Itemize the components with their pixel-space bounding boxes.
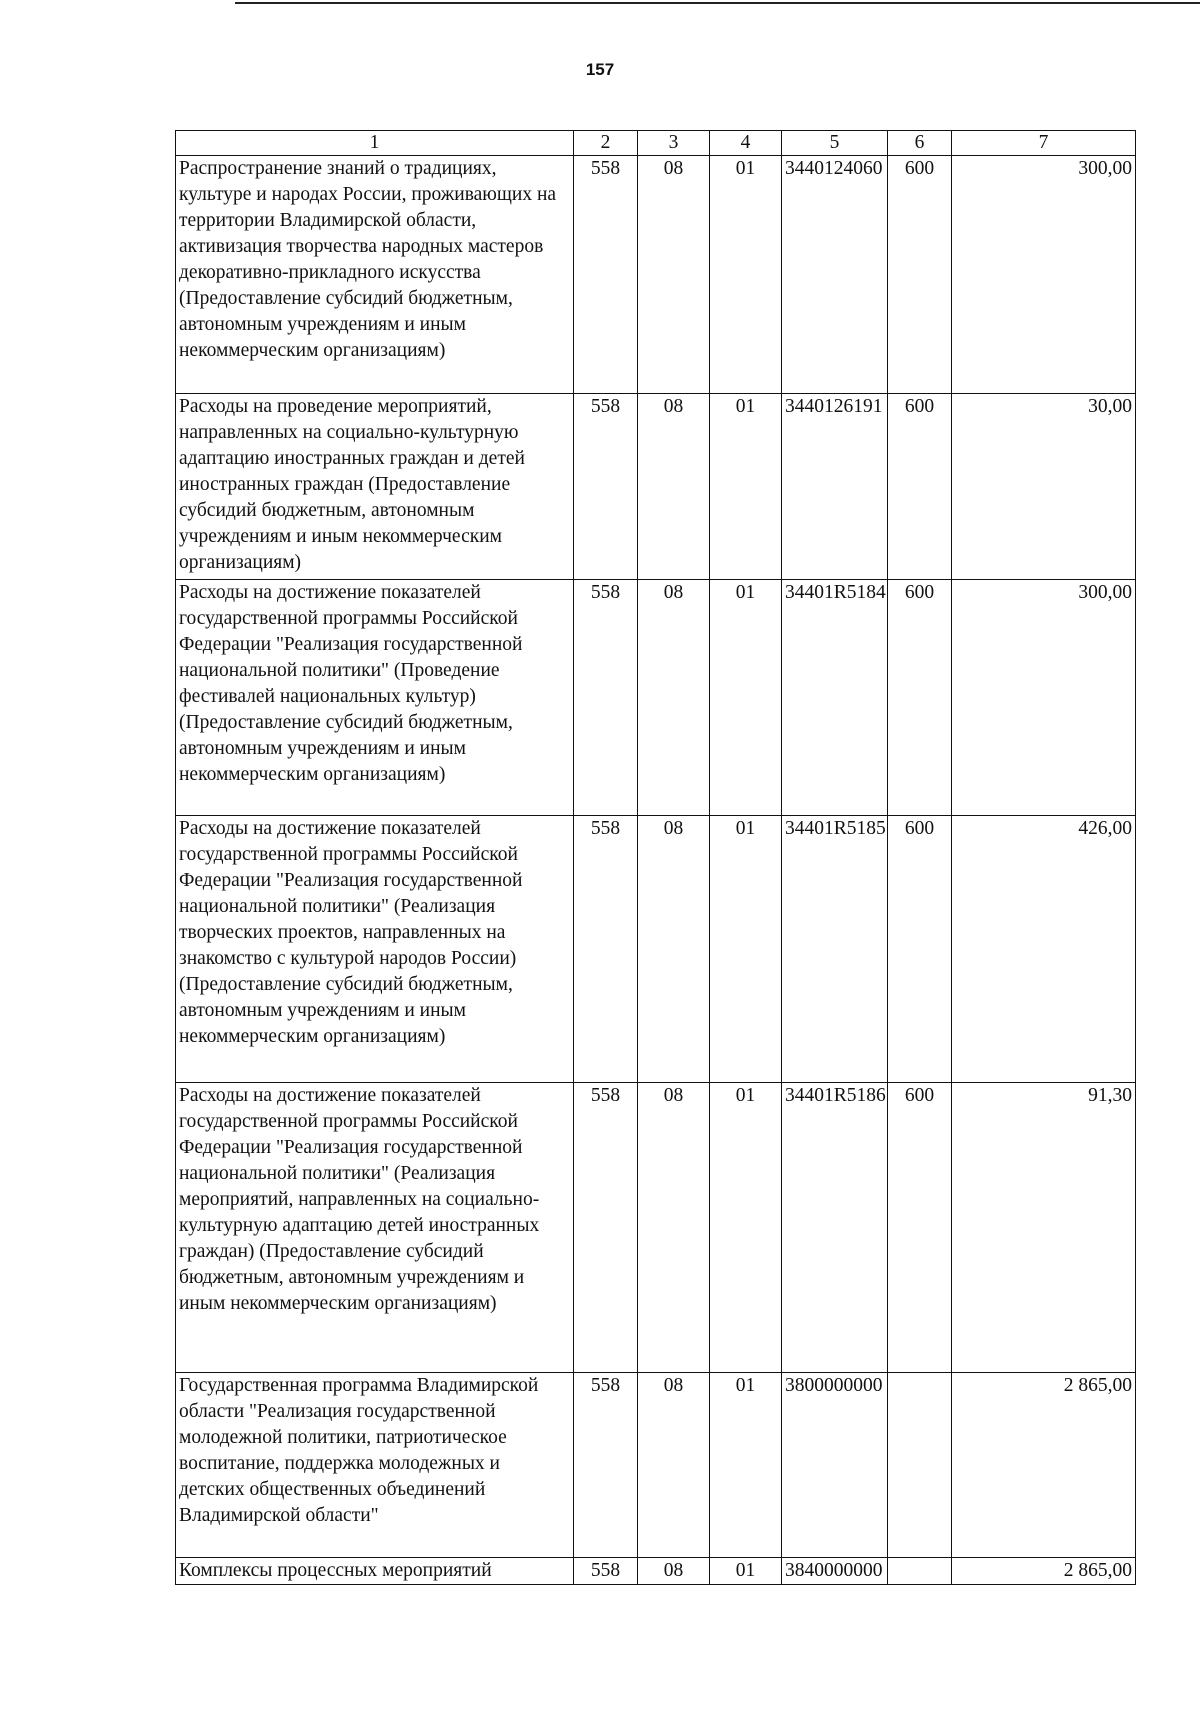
column-header-7: 7	[952, 131, 1136, 156]
row-description: Расходы на достижение показателей государственной программы Российской Федерации "Реализация государственной национальной политики" (Реализация мероприятий, направленных на социально-культурную адаптацию детей иностранных граждан) (Предоставление субсидий бюджетным, автономным учреждениям и иным некоммерческим организациям)	[176, 1083, 574, 1373]
table-row	[176, 1558, 1136, 1585]
row-col-7: 300,00	[952, 580, 1136, 816]
column-header-6: 6	[888, 131, 952, 156]
row-description: Расходы на достижение показателей государственной программы Российской Федерации "Реализация государственной национальной политики" (Проведение фестивалей национальных культур) (Предоставление субсидий бюджетным, автономным учреждениям и иным некоммерческим организациям)	[176, 580, 574, 816]
row-col-5: 3440124060	[782, 156, 888, 394]
row-col-4: 01	[710, 156, 782, 394]
row-col-3: 08	[638, 816, 710, 1083]
row-col-4: 01	[710, 580, 782, 816]
row-col-7: 30,00	[952, 394, 1136, 580]
header-row	[176, 131, 1136, 156]
row-col-3: 08	[638, 1083, 710, 1373]
row-col-6: 600	[888, 580, 952, 816]
column-header-1: 1	[176, 131, 574, 156]
row-col-3: 08	[638, 1373, 710, 1558]
column-header-5: 5	[782, 131, 888, 156]
table-row	[176, 394, 1136, 580]
column-header-3: 3	[638, 131, 710, 156]
row-col-7: 2 865,00	[952, 1373, 1136, 1558]
row-col-5: 3840000000	[782, 1558, 888, 1585]
row-col-6: 600	[888, 1083, 952, 1373]
row-description: Комплексы процессных мероприятий	[176, 1558, 574, 1585]
row-col-6	[888, 1558, 952, 1585]
row-col-3: 08	[638, 156, 710, 394]
column-header-2: 2	[574, 131, 638, 156]
table-row	[176, 156, 1136, 394]
row-col-5: 3800000000	[782, 1373, 888, 1558]
row-col-2: 558	[574, 816, 638, 1083]
row-col-2: 558	[574, 1083, 638, 1373]
row-col-5: 34401R5185	[782, 816, 888, 1083]
row-col-2: 558	[574, 156, 638, 394]
row-description: Расходы на проведение мероприятий, направленных на социально-культурную адаптацию иностранных граждан и детей иностранных граждан (Предоставление субсидий бюджетным, автономным учреждениям и иным некоммерческим организациям)	[176, 394, 574, 580]
budget-table	[175, 130, 1136, 1585]
row-col-6: 600	[888, 816, 952, 1083]
row-col-6	[888, 1373, 952, 1558]
row-col-5: 34401R5186	[782, 1083, 888, 1373]
row-col-4: 01	[710, 394, 782, 580]
row-description: Государственная программа Владимирской области "Реализация государственной молодежной политики, патриотическое воспитание, поддержка молодежных и детских общественных объединений Владимирской области"	[176, 1373, 574, 1558]
row-col-2: 558	[574, 580, 638, 816]
row-col-7: 300,00	[952, 156, 1136, 394]
row-col-5: 34401R5184	[782, 580, 888, 816]
row-col-2: 558	[574, 1373, 638, 1558]
row-col-3: 08	[638, 580, 710, 816]
row-col-5: 3440126191	[782, 394, 888, 580]
top-border-line	[235, 2, 1200, 4]
table-row	[176, 1083, 1136, 1373]
row-col-7: 91,30	[952, 1083, 1136, 1373]
row-col-4: 01	[710, 1083, 782, 1373]
page-number: 157	[585, 60, 615, 79]
row-col-3: 08	[638, 1558, 710, 1585]
row-description: Распространение знаний о традициях, культуре и народах России, проживающих на территории Владимирской области, активизация творчества народных мастеров декоративно-прикладного искусства (Предоставление субсидий бюджетным, автономным учреждениям и иным некоммерческим организациям)	[176, 156, 574, 394]
row-col-4: 01	[710, 816, 782, 1083]
table-row	[176, 816, 1136, 1083]
row-col-4: 01	[710, 1373, 782, 1558]
row-col-2: 558	[574, 394, 638, 580]
row-col-7: 426,00	[952, 816, 1136, 1083]
row-col-6: 600	[888, 156, 952, 394]
row-col-6: 600	[888, 394, 952, 580]
table-row	[176, 580, 1136, 816]
table-row	[176, 1373, 1136, 1558]
row-col-3: 08	[638, 394, 710, 580]
row-col-4: 01	[710, 1558, 782, 1585]
row-description: Расходы на достижение показателей государственной программы Российской Федерации "Реализация государственной национальной политики" (Реализация творческих проектов, направленных на знакомство с культурой народов России) (Предоставление субсидий бюджетным, автономным учреждениям и иным некоммерческим организациям)	[176, 816, 574, 1083]
row-col-7: 2 865,00	[952, 1558, 1136, 1585]
column-header-4: 4	[710, 131, 782, 156]
row-col-2: 558	[574, 1558, 638, 1585]
